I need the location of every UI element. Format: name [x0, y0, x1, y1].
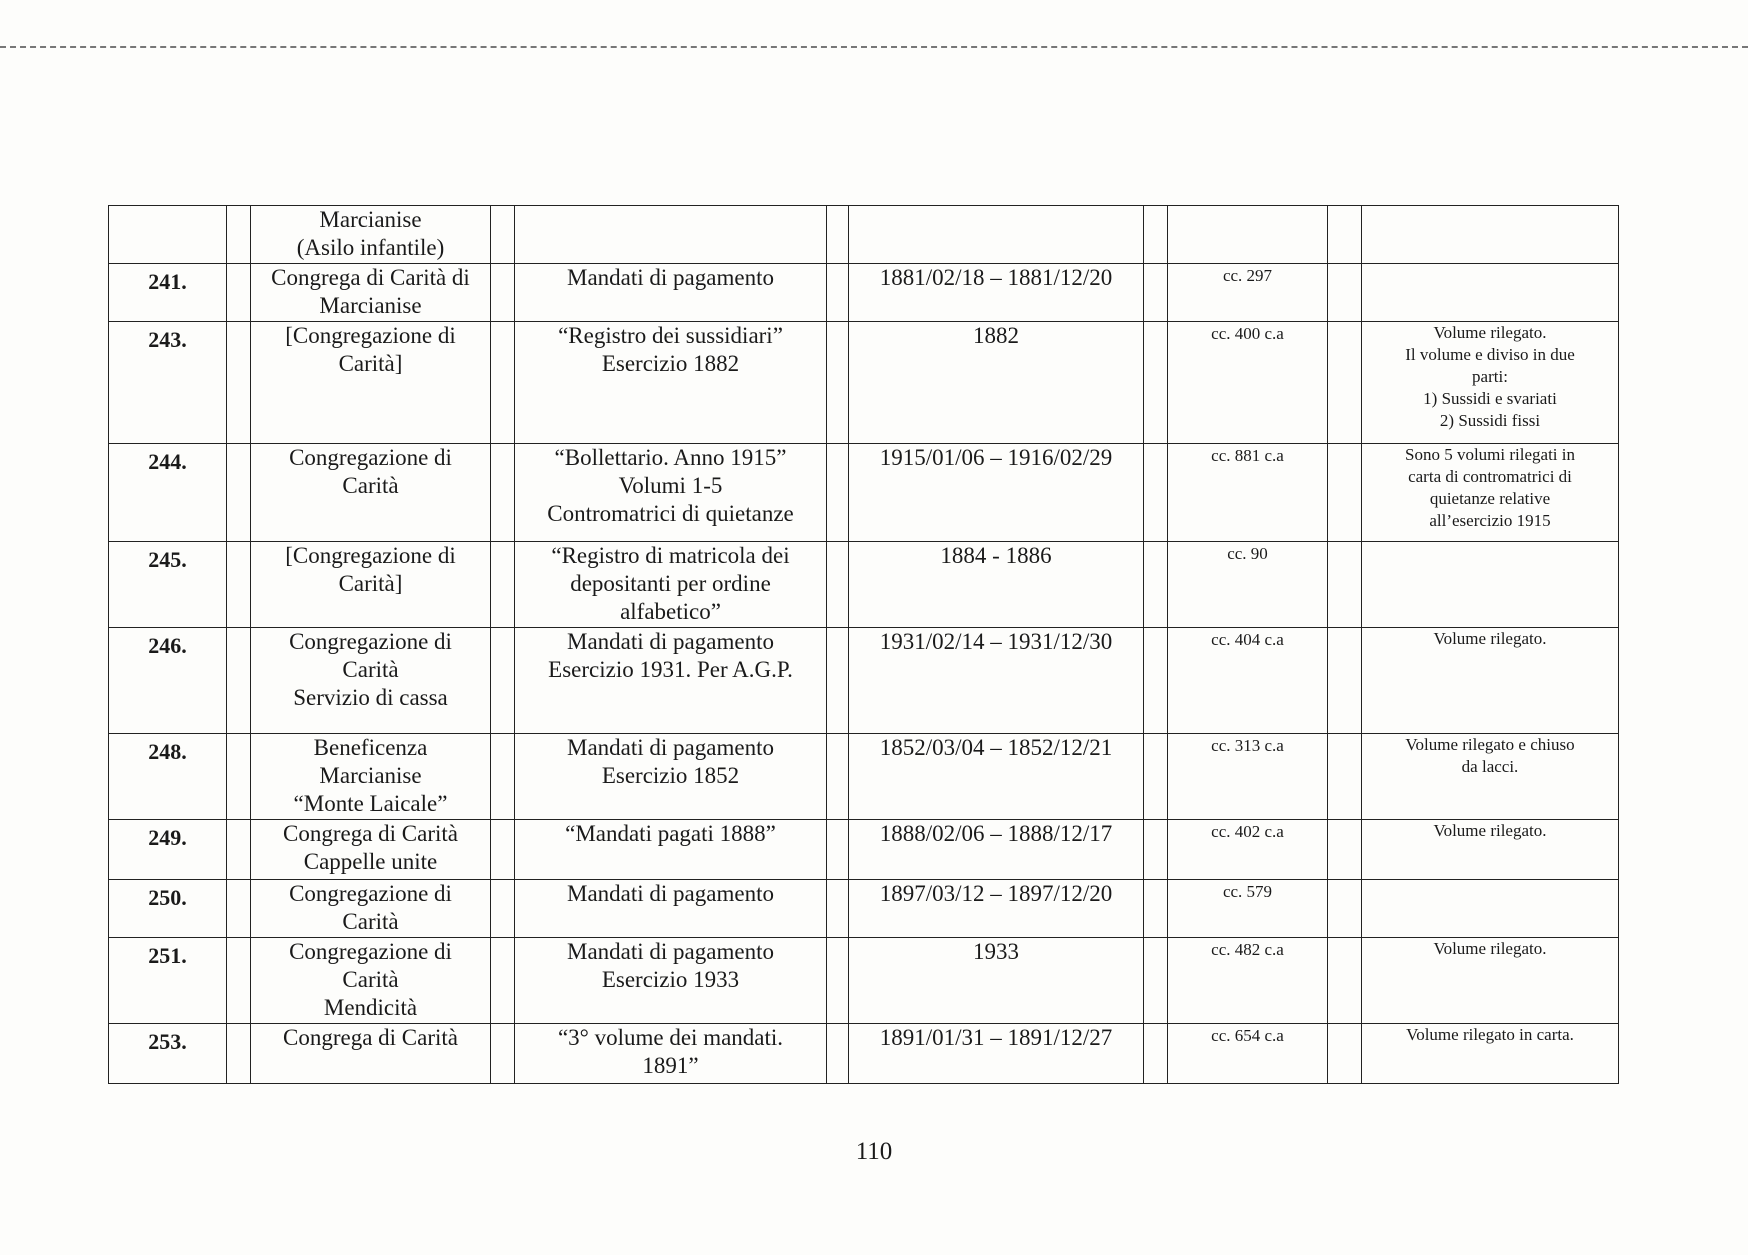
producer-line: Congregazione di [289, 445, 452, 470]
archive-inventory-table [108, 205, 1619, 1084]
column-gap [227, 542, 251, 628]
description-line: Mandati di pagamento [567, 265, 774, 290]
column-gap [227, 444, 251, 542]
entry-sheet-count [1168, 206, 1328, 264]
column-gap [1144, 938, 1168, 1024]
table-row [109, 542, 1619, 628]
column-gap [1144, 880, 1168, 938]
entry-description [515, 444, 827, 542]
entry-description [515, 820, 827, 880]
entry-number: 248. [109, 734, 227, 820]
column-gap [1328, 734, 1362, 820]
description-line: Mandati di pagamento [567, 629, 774, 654]
entry-notes [1362, 322, 1619, 444]
column-gap [1144, 628, 1168, 734]
producer-line: Congrega di Carità di [271, 265, 470, 290]
column-gap [1328, 938, 1362, 1024]
producer-line: Mendicità [323, 995, 418, 1020]
table-row [109, 628, 1619, 734]
column-gap [1328, 628, 1362, 734]
entry-notes [1362, 444, 1619, 542]
entry-date-range [849, 206, 1144, 264]
column-gap [1144, 542, 1168, 628]
entry-sheet-count: cc. 297 [1168, 264, 1328, 322]
column-gap [1144, 734, 1168, 820]
column-gap [1144, 322, 1168, 444]
entry-notes [1362, 880, 1619, 938]
entry-sheet-count: cc. 881 c.a [1168, 444, 1328, 542]
producer-line: Marcianise [319, 293, 422, 318]
table-row [109, 734, 1619, 820]
entry-sheet-count: cc. 90 [1168, 542, 1328, 628]
producer-line: Congregazione di [289, 881, 452, 906]
entry-sheet-count: cc. 400 c.a [1168, 322, 1328, 444]
column-gap [491, 628, 515, 734]
producer-line: “Monte Laicale” [293, 791, 448, 816]
producer-line: Marcianise [319, 763, 422, 788]
note-line: quietanze relative [1429, 489, 1551, 508]
entry-description [515, 628, 827, 734]
note-line: Volume rilegato. [1433, 939, 1547, 958]
entry-sheet-count: cc. 579 [1168, 880, 1328, 938]
entry-notes [1362, 734, 1619, 820]
entry-number: 245. [109, 542, 227, 628]
column-gap [227, 938, 251, 1024]
table-row [109, 264, 1619, 322]
table-row [109, 322, 1619, 444]
column-gap [227, 1024, 251, 1084]
column-gap [827, 880, 849, 938]
column-gap [491, 542, 515, 628]
column-gap [827, 820, 849, 880]
description-line: Esercizio 1931. Per A.G.P. [548, 657, 793, 682]
entry-number: 246. [109, 628, 227, 734]
description-line: alfabetico” [620, 599, 721, 624]
entry-description [515, 206, 827, 264]
entry-notes [1362, 206, 1619, 264]
entry-date-range: 1881/02/18 – 1881/12/20 [849, 264, 1144, 322]
description-line: Mandati di pagamento [567, 881, 774, 906]
column-gap [827, 322, 849, 444]
producer-line: Carità] [338, 351, 403, 376]
entry-sheet-count: cc. 404 c.a [1168, 628, 1328, 734]
column-gap [491, 206, 515, 264]
entry-description [515, 1024, 827, 1084]
entry-notes [1362, 938, 1619, 1024]
note-line: carta di contromatrici di [1408, 467, 1572, 486]
note-line: 2) Sussidi fissi [1439, 411, 1541, 430]
entry-sheet-count: cc. 402 c.a [1168, 820, 1328, 880]
entry-description [515, 734, 827, 820]
entry-number: 250. [109, 880, 227, 938]
note-line: Volume rilegato. [1433, 323, 1547, 342]
entry-date-range: 1915/01/06 – 1916/02/29 [849, 444, 1144, 542]
entry-producer [251, 628, 491, 734]
entry-date-range: 1852/03/04 – 1852/12/21 [849, 734, 1144, 820]
column-gap [491, 264, 515, 322]
entry-notes [1362, 542, 1619, 628]
entry-producer [251, 206, 491, 264]
table-row [109, 880, 1619, 938]
entry-notes [1362, 264, 1619, 322]
note-line: all’esercizio 1915 [1429, 511, 1551, 530]
producer-line: Servizio di cassa [293, 685, 448, 710]
producer-line: Beneficenza [313, 735, 428, 760]
entry-producer [251, 820, 491, 880]
description-line: depositanti per ordine [570, 571, 771, 596]
column-gap [1328, 206, 1362, 264]
table-row [109, 938, 1619, 1024]
column-gap [827, 264, 849, 322]
column-gap [827, 628, 849, 734]
entry-date-range: 1888/02/06 – 1888/12/17 [849, 820, 1144, 880]
column-gap [491, 734, 515, 820]
entry-sheet-count: cc. 482 c.a [1168, 938, 1328, 1024]
note-line: da lacci. [1461, 757, 1519, 776]
entry-producer [251, 938, 491, 1024]
entry-notes [1362, 1024, 1619, 1084]
producer-line: Cappelle unite [303, 849, 438, 874]
description-line: Contromatrici di quietanze [547, 501, 794, 526]
note-line: Volume rilegato. [1433, 821, 1547, 840]
column-gap [827, 938, 849, 1024]
column-gap [491, 938, 515, 1024]
entry-date-range: 1884 - 1886 [849, 542, 1144, 628]
column-gap [1144, 206, 1168, 264]
entry-date-range: 1891/01/31 – 1891/12/27 [849, 1024, 1144, 1084]
producer-line: [Congregazione di [285, 323, 456, 348]
producer-line: (Asilo infantile) [296, 235, 445, 260]
entry-producer [251, 1024, 491, 1084]
description-line: Mandati di pagamento [567, 939, 774, 964]
description-line: “Mandati pagati 1888” [565, 821, 776, 846]
entry-producer [251, 322, 491, 444]
column-gap [1328, 820, 1362, 880]
producer-line: [Congregazione di [285, 543, 456, 568]
table-row [109, 444, 1619, 542]
column-gap [1144, 444, 1168, 542]
entry-number: 253. [109, 1024, 227, 1084]
description-line: Esercizio 1882 [601, 351, 740, 376]
column-gap [227, 734, 251, 820]
producer-line: Carità] [338, 571, 403, 596]
entry-description [515, 938, 827, 1024]
producer-line: Carità [342, 657, 399, 682]
entry-number: 249. [109, 820, 227, 880]
entry-producer [251, 444, 491, 542]
entry-sheet-count: cc. 313 c.a [1168, 734, 1328, 820]
column-gap [1328, 444, 1362, 542]
entry-description [515, 322, 827, 444]
column-gap [491, 444, 515, 542]
entry-producer [251, 264, 491, 322]
entry-notes [1362, 820, 1619, 880]
column-gap [227, 322, 251, 444]
page-number: 110 [855, 1138, 893, 1165]
column-gap [827, 1024, 849, 1084]
producer-line: Congregazione di [289, 939, 452, 964]
column-gap [827, 542, 849, 628]
note-line: Volume rilegato. [1433, 629, 1547, 648]
note-line: Volume rilegato in carta. [1406, 1025, 1574, 1044]
column-gap [1144, 264, 1168, 322]
column-gap [1144, 1024, 1168, 1084]
producer-line: Congrega di Carità [282, 821, 458, 846]
entry-producer [251, 880, 491, 938]
entry-date-range: 1882 [849, 322, 1144, 444]
entry-producer [251, 542, 491, 628]
entry-date-range: 1931/02/14 – 1931/12/30 [849, 628, 1144, 734]
description-line: “Registro di matricola dei [551, 543, 790, 568]
entry-notes [1362, 628, 1619, 734]
column-gap [1328, 322, 1362, 444]
entry-description [515, 880, 827, 938]
description-line: “Bollettario. Anno 1915” [554, 445, 787, 470]
description-line: “Registro dei sussidiari” [558, 323, 783, 348]
column-gap [1328, 542, 1362, 628]
table-body [109, 206, 1619, 1084]
note-line: 1) Sussidi e svariati [1423, 389, 1557, 408]
column-gap [227, 264, 251, 322]
entry-producer [251, 734, 491, 820]
producer-line: Congregazione di [289, 629, 452, 654]
column-gap [491, 820, 515, 880]
producer-line: Congrega di Carità [282, 1025, 458, 1050]
description-line: Volumi 1-5 [618, 473, 723, 498]
producer-line: Carità [342, 909, 399, 934]
column-gap [227, 880, 251, 938]
producer-line: Carità [342, 967, 399, 992]
column-gap [227, 820, 251, 880]
table-row [109, 1024, 1619, 1084]
column-gap [827, 734, 849, 820]
description-line: Mandati di pagamento [567, 735, 774, 760]
page-top-rule [0, 46, 1748, 48]
note-line: Volume rilegato e chiuso [1405, 735, 1575, 754]
description-line: Esercizio 1933 [601, 967, 740, 992]
column-gap [227, 206, 251, 264]
column-gap [827, 444, 849, 542]
description-line: 1891” [642, 1053, 699, 1078]
column-gap [1328, 264, 1362, 322]
column-gap [491, 1024, 515, 1084]
entry-number: 251. [109, 938, 227, 1024]
column-gap [827, 206, 849, 264]
entry-number [109, 206, 227, 264]
description-line: “3° volume dei mandati. [557, 1025, 784, 1050]
entry-sheet-count: cc. 654 c.a [1168, 1024, 1328, 1084]
column-gap [491, 880, 515, 938]
note-line: parti: [1472, 367, 1508, 386]
column-gap [1328, 880, 1362, 938]
producer-line: Carità [342, 473, 399, 498]
table-row [109, 206, 1619, 264]
column-gap [227, 628, 251, 734]
entry-number: 241. [109, 264, 227, 322]
entry-description [515, 542, 827, 628]
table-row [109, 820, 1619, 880]
entry-date-range: 1897/03/12 – 1897/12/20 [849, 880, 1144, 938]
producer-line: Marcianise [319, 207, 422, 232]
note-line: Sono 5 volumi rilegati in [1405, 445, 1575, 464]
entry-date-range: 1933 [849, 938, 1144, 1024]
column-gap [491, 322, 515, 444]
column-gap [1144, 820, 1168, 880]
note-line: Il volume e diviso in due [1405, 345, 1575, 364]
description-line: Esercizio 1852 [601, 763, 740, 788]
entry-number: 243. [109, 322, 227, 444]
entry-number: 244. [109, 444, 227, 542]
column-gap [1328, 1024, 1362, 1084]
entry-description [515, 264, 827, 322]
